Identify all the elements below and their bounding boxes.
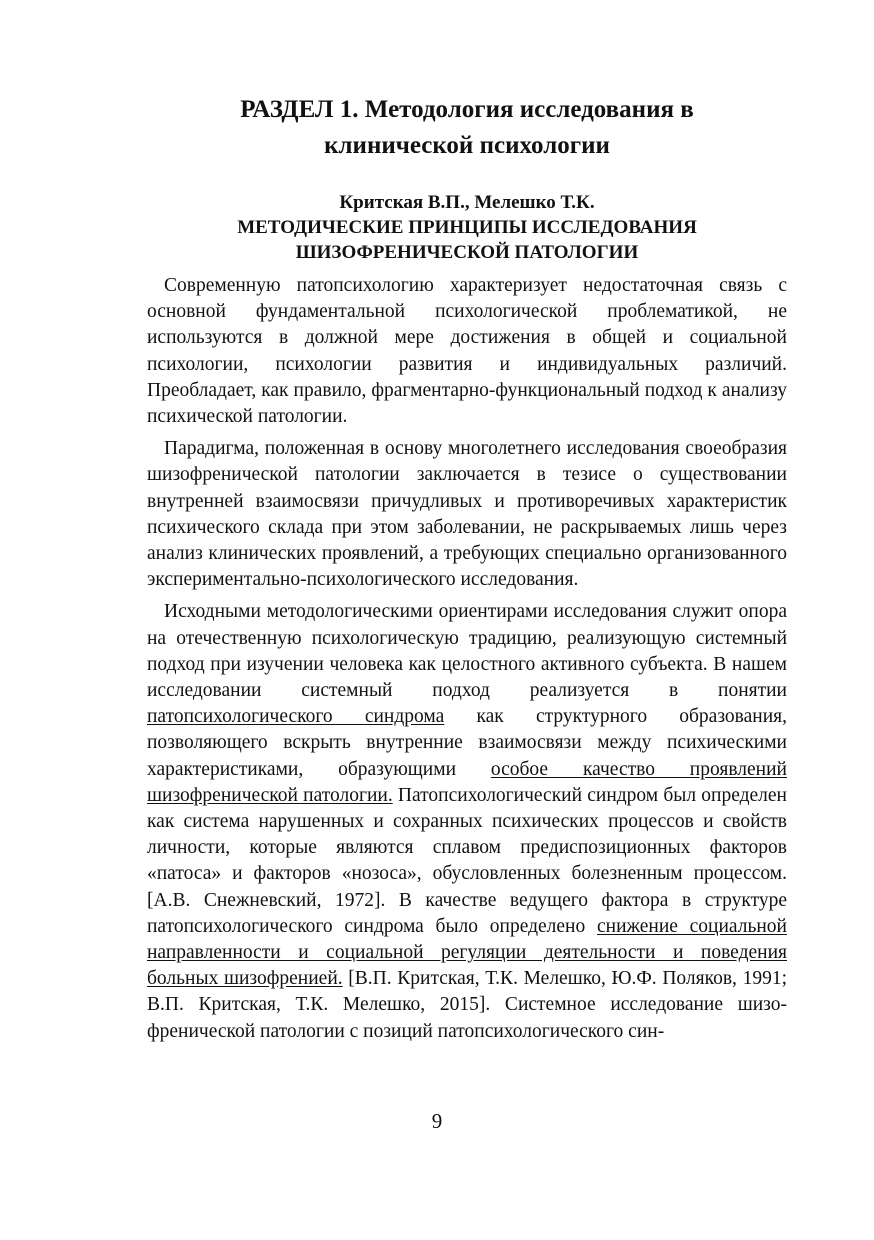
paragraph-2: Парадигма, положенная в основу многолетнего исследования своеобразия шизофренической патологии заключается в тезисе о существовании внутренней взаимосвязи причудливых и противоречивых характеристик психического склада при этом заболевании, не раскрываемых лишь через анализ клинических проявлений, а требующих специально организованного экспериментально-психологического исследования. [147,438,787,591]
article-body [147,273,787,1045]
section-title-line-2: клинической психологии [324,132,610,159]
article-authors: Критская В.П., Мелешко Т.К. [339,192,595,213]
paragraph-3-text-3: Патопсихологический синдром был определен как система нарушенных и сохранных психических процессов и свойств личности, которые являются сплавом предиспозиционных факторов «патоса» и факторов «нозоса», обусловленных болезненным процессом. [А.В. Снежневский, 1972]. В качестве ведущего фактора в структуре патопсихологического синдрома было определено [147,784,787,937]
section-title [147,92,787,164]
paragraph-3-text-1: Исходными методологическими ориентирами исследования служит опора на отечественную психологическую традицию, реализующую системный подход при изучении человека как целостного активного субъекта. В нашем исследовании системный подход реализуется в понятии [147,601,787,702]
article-title-line-1: МЕТОДИЧЕСКИЕ ПРИНЦИПЫ ИССЛЕДОВАНИЯ [237,217,697,238]
article-title [147,215,787,265]
paragraph-3 [147,599,787,1044]
paragraph-3-text-4: [В.П. Критская, Т.К. Мелешко, Ю.Ф. Поляков, 1991; В.П. Критская, Т.К. Мелешко, 2015]. Системное исследование шизофренической патологии с позиций патопсихологического син- [147,968,787,1042]
paragraph-1: Современную патопсихологию характеризует недостаточная связь с основной фундаментальной психологической проблематикой, не используются в должной мере достижения в общей и социальной психологии, психологии развития и индивидуальных различий. Преобладает, как правило, фрагментарно-функциональный подход к анализу психической патологии. [147,275,787,428]
document-page [147,92,787,1051]
article-title-line-2: ШИЗОФРЕНИЧЕСКОЙ ПАТОЛОГИИ [295,242,639,263]
paragraph-3-text-2: как структурного образования, позволяющего вскрыть внутренние взаимосвязи между психическими характеристиками, образующими [147,706,787,780]
page-number: 9 [431,1109,443,1133]
underlined-term-syndrome: патопсихологического синдрома [147,706,445,728]
section-title-line-1: РАЗДЕЛ 1. Методология исследования в [240,96,694,123]
underlined-phrase-social-regulation: снижение социальной направленности и социальной регуляции деятельности и поведения больных шизофренией. [147,915,787,990]
underlined-phrase-special-quality: особое качество проявлений шизофренической патологии. [147,758,787,806]
